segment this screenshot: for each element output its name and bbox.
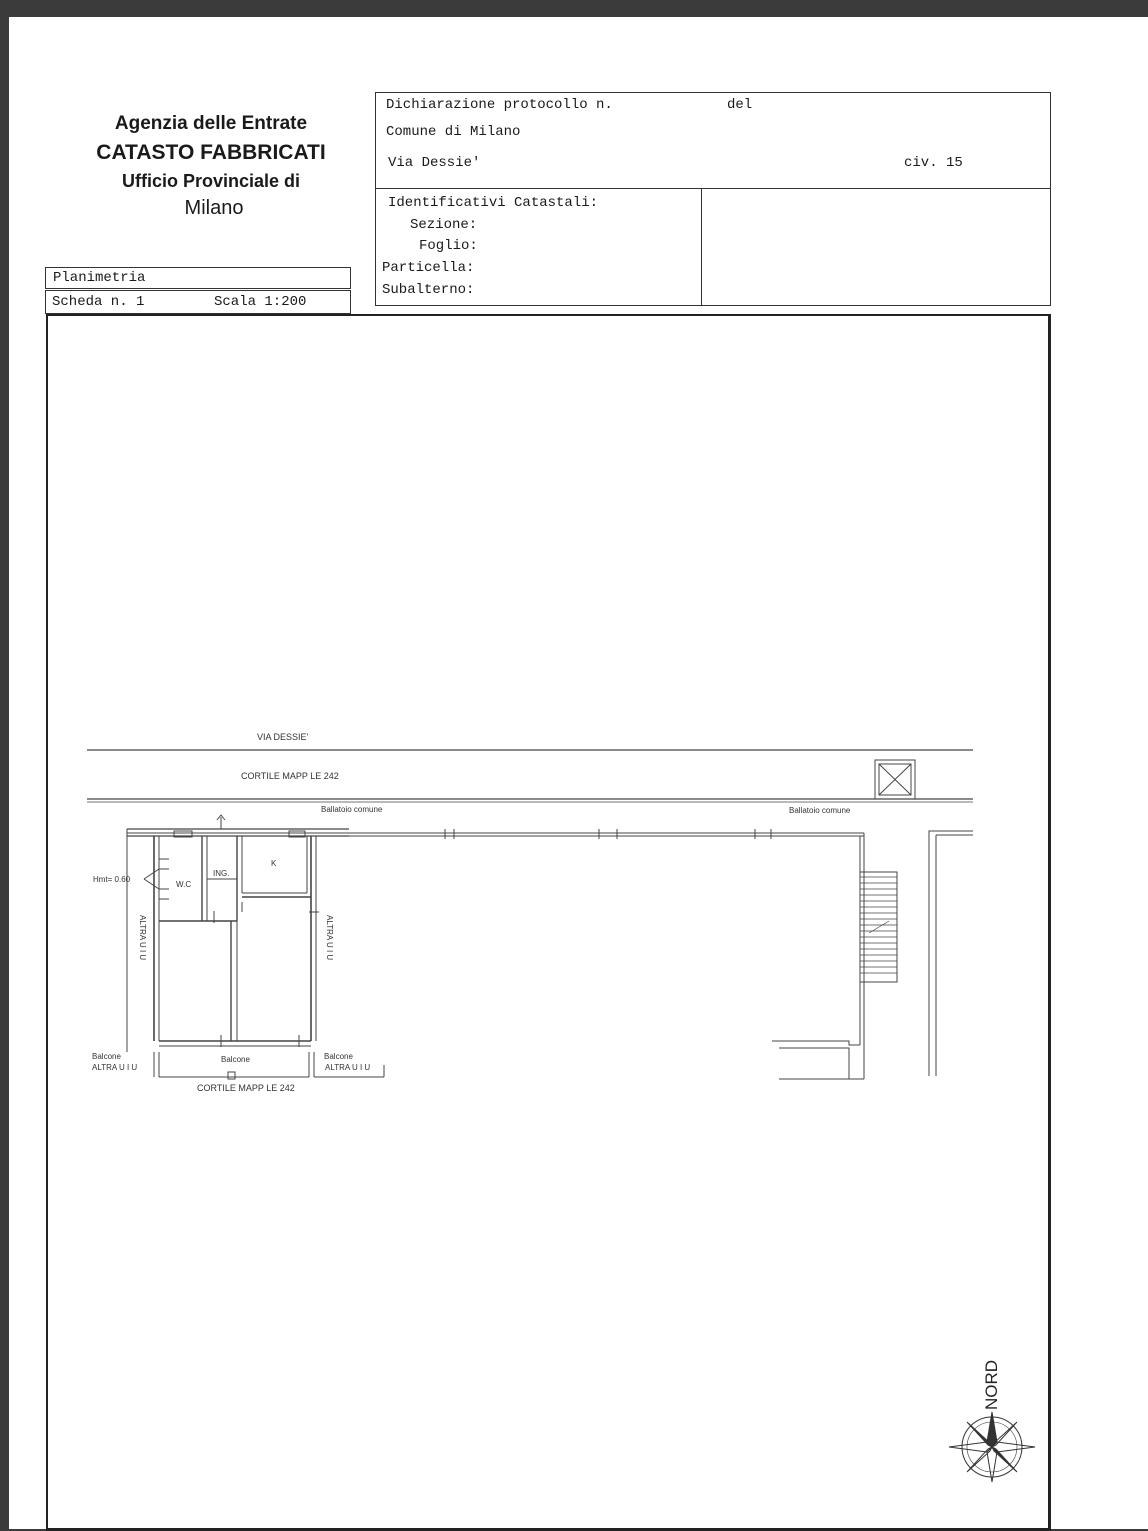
agency-name: Agenzia delle Entrate	[114, 113, 308, 134]
ufficio-label: Ufficio Provinciale di	[121, 171, 301, 191]
courtyard-bottom-label: CORTILE MAPP LE 242	[197, 1083, 295, 1093]
balcone-right-label: Balcone	[324, 1052, 353, 1061]
room-wc-label: W.C	[176, 880, 192, 889]
sezione-label: Sezione:	[410, 217, 478, 233]
room-ing-label: ING.	[213, 869, 230, 878]
foglio-label: Foglio:	[419, 238, 478, 254]
ballatoio-left-label: Ballatoio comune	[321, 805, 383, 814]
subalterno-label: Subalterno:	[382, 282, 475, 298]
street-label: VIA DESSIE'	[257, 732, 309, 742]
north-label: NORD	[982, 1359, 1001, 1410]
ballatoio-right-label: Ballatoio comune	[789, 806, 851, 815]
courtyard-top-label: CORTILE MAPP LE 242	[241, 771, 339, 781]
civico-label: civ. 15	[904, 155, 963, 171]
altra-right-label: ALTRA U I U	[325, 915, 334, 961]
hmt-label: Hmt= 0.60	[93, 875, 131, 884]
balcone-right-sub: ALTRA U I U	[325, 1063, 371, 1072]
document-page	[9, 17, 1148, 1529]
balcone-left-label: Balcone	[92, 1052, 121, 1061]
compass-rose-icon	[949, 1412, 1035, 1482]
altra-left-label: ALTRA U I U	[138, 915, 147, 961]
via-label: Via Dessie'	[388, 155, 481, 171]
comune-label: Comune di Milano	[386, 124, 521, 140]
identificativi-label: Identificativi Catastali:	[388, 195, 599, 211]
room-k-label: K	[271, 859, 277, 868]
catasto-title: CATASTO FABBRICATI	[96, 141, 326, 164]
protocollo-label: Dichiarazione protocollo n.	[386, 97, 613, 113]
balcone-center-label: Balcone	[221, 1055, 250, 1064]
scheda-label: Scheda n. 1	[52, 294, 145, 310]
ufficio-city: Milano	[184, 197, 244, 219]
scala-label: Scala 1:200	[214, 294, 307, 310]
floor-plan	[9, 17, 1148, 1529]
planimetria-title: Planimetria	[53, 270, 146, 286]
balcone-left-sub: ALTRA U I U	[92, 1063, 138, 1072]
del-label: del	[727, 97, 753, 113]
particella-label: Particella:	[382, 260, 475, 276]
